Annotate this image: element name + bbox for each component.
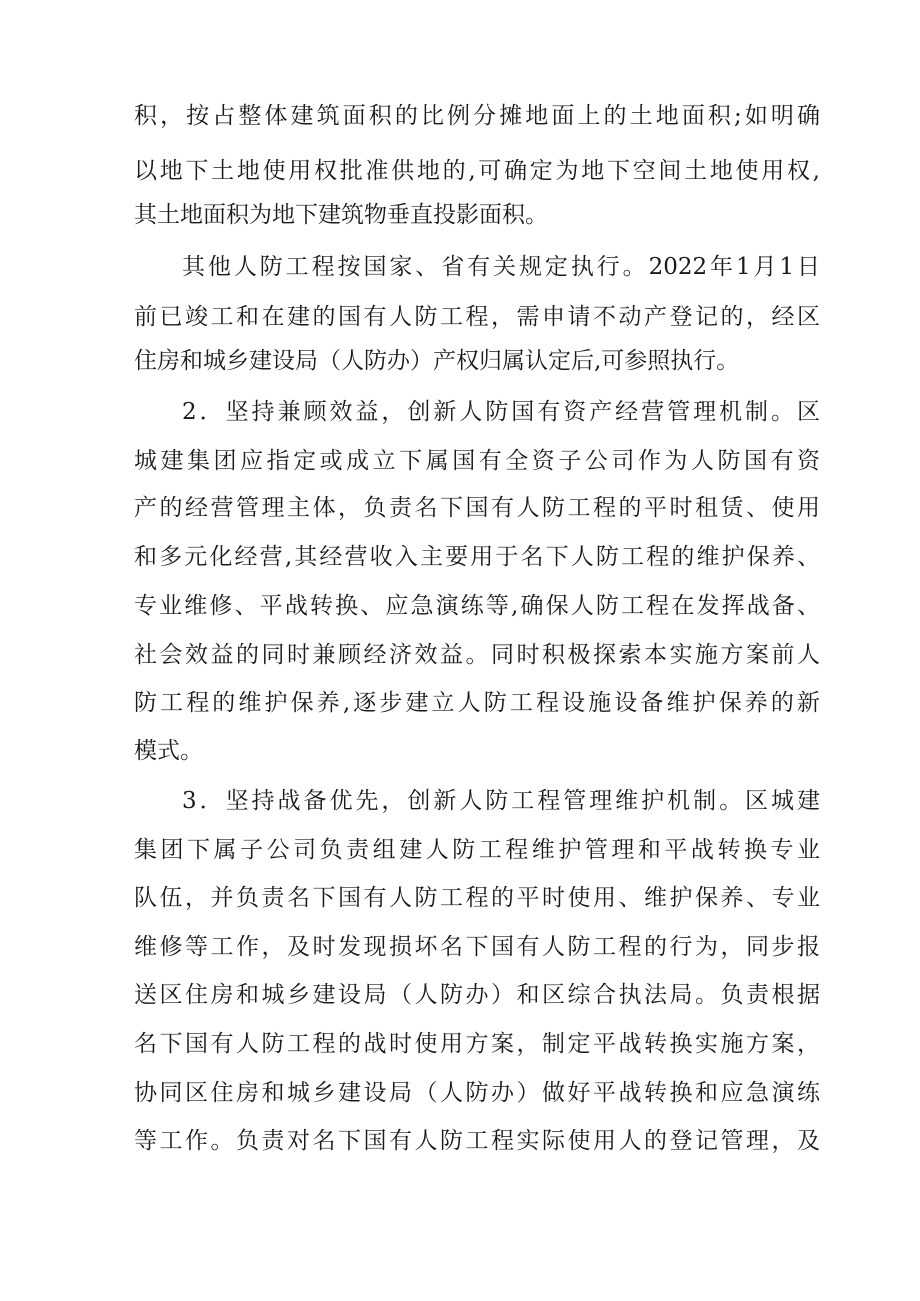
text-line: 住房和城乡建设局（人防办）产权归属认定后,可参照执行。	[134, 348, 740, 374]
text-line: 送区住房和城乡建设局（人防办）和区综合执法局。负责根据	[134, 982, 820, 1008]
text-line: 协同区住房和城乡建设局（人防办）做好平战转换和应急演练	[134, 1080, 820, 1106]
text-line: 模式。	[134, 738, 203, 764]
text-line: 集团下属子公司负责组建人防工程维护管理和平战转换专业	[134, 837, 820, 863]
text-line: 城建集团应指定或成立下属国有全资子公司作为人防国有资	[134, 448, 820, 474]
text-line: 积，按占整体建筑面积的比例分摊地面上的土地面积;如明确	[134, 103, 820, 129]
text-line: 维修等工作，及时发现损坏名下国有人防工程的行为，同步报	[134, 934, 820, 960]
text-line: 2．坚持兼顾效益，创新人防国有资产经营管理机制。区	[182, 399, 820, 425]
text-line: 队伍，并负责名下国有人防工程的平时使用、维护保养、专业	[134, 885, 820, 911]
text-line: 以地下土地使用权批准供地的,可确定为地下空间土地使用权,	[134, 158, 820, 184]
text-line: 其土地面积为地下建筑物垂直投影面积。	[134, 202, 548, 228]
text-line: 其他人防工程按国家、省有关规定执行。2022年1月1日	[182, 254, 820, 280]
text-line: 和多元化经营,其经营收入主要用于名下人防工程的维护保养、	[134, 544, 820, 570]
text-line: 等工作。负责对名下国有人防工程实际使用人的登记管理，及	[134, 1128, 820, 1154]
text-line: 产的经营管理主体，负责名下国有人防工程的平时租赁、使用	[134, 495, 820, 521]
text-line: 前已竣工和在建的国有人防工程，需申请不动产登记的，经区	[134, 304, 820, 330]
text-line: 社会效益的同时兼顾经济效益。同时积极探索本实施方案前人	[134, 642, 820, 668]
text-line: 3．坚持战备优先，创新人防工程管理维护机制。区城建	[182, 788, 820, 814]
text-line: 专业维修、平战转换、应急演练等,确保人防工程在发挥战备、	[134, 593, 820, 619]
text-line: 防工程的维护保养,逐步建立人防工程设施设备维护保养的新	[134, 690, 820, 716]
text-line: 名下国有人防工程的战时使用方案，制定平战转换实施方案，	[134, 1031, 820, 1057]
